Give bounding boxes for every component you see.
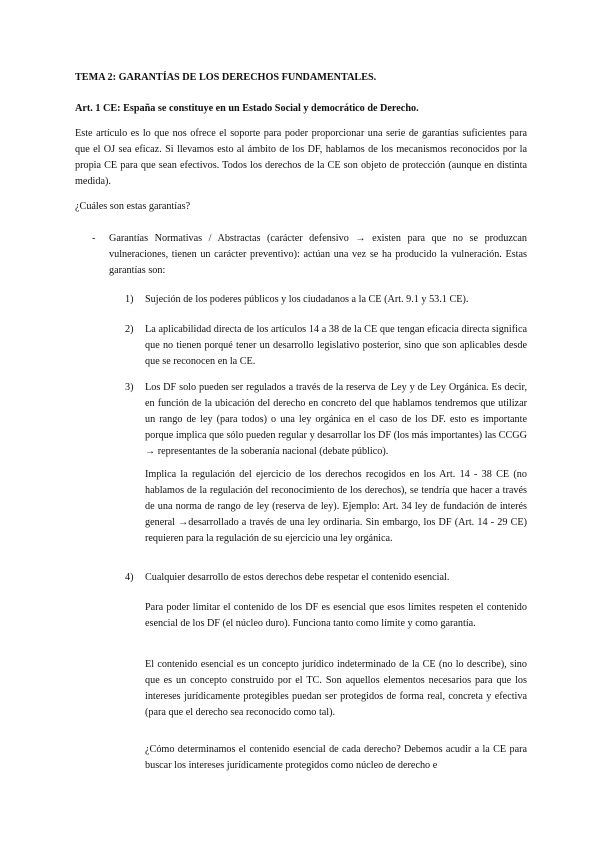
list-item-paragraph: Para poder limitar el contenido de los DF es esencial que esos límites respeten el contenido esencial de los DF (el núcleo duro). Funciona tanto como límite y como garantía. — [145, 602, 527, 629]
list-item-paragraph: La aplicabilidad directa de los artículos 14 a 38 de la CE que tengan eficacia directa significa que no tienen porqué tener un desarrollo legislativo posterior, sino que son aplicables desde que se reconocen en la CE. — [145, 324, 527, 367]
list-item-paragraph: El contenido esencial es un concepto jurídico indeterminado de la CE (no lo describe), sino que es un concepto construido por el TC. Son aquellos elementos necesarios para que los intereses jurídicamente protegibles puedan ser protegidos de forma real, concreta y efectiva (para que el derecho sea reconocido como tal). — [145, 659, 527, 718]
list-item-number: 2) — [125, 324, 134, 335]
list-item-number: 3) — [125, 382, 134, 393]
intro-paragraph: Este artículo es lo que nos ofrece el soporte para poder proporcionar una serie de garantías suficientes para que el OJ sea eficaz. Si llevamos esto al ámbito de los DF, hablamos de los mecanismos reconocidos por la propia CE para que sean efectivos. Todos los derechos de la CE son objeto de protección (aunque en distinta medida). — [75, 128, 527, 187]
list-item-paragraph: Implica la regulación del ejercicio de los derechos recogidos en los Art. 14 - 38 CE (no hablamos de la regulación del reconocimiento de los derechos), se tendría que hacer a través de una norma de rango de ley (reserva de ley). Ejemplo: Art. 34 ley de fundación de interés general →desarrollado a través de una ley ordinaria. Sin embargo, los DF (Art. 14 - 29 CE) requieren para la regulación de su ejercicio una ley orgánica. — [145, 469, 527, 544]
page-title: TEMA 2: GARANTÍAS DE LOS DERECHOS FUNDAMENTALES. — [75, 72, 377, 83]
list-item-paragraph: Sujeción de los poderes públicos y los ciudadanos a la CE (Art. 9.1 y 53.1 CE). — [145, 294, 469, 305]
list-item-number: 4) — [125, 572, 134, 583]
list-item-paragraph: Los DF solo pueden ser regulados a través de la reserva de Ley y de Ley Orgánica. Es decir, en función de la ubicación del derecho en concreto del que hablamos tendremos que utilizar un rango de ley (para todos) o una ley orgánica en el caso de los DF. esto es importante porque implica que sólo pueden regular y desarrollar los DF (los más importantes) las CCGG → representantes de la soberanía nacional (debate público). — [145, 382, 527, 457]
section-heading: Art. 1 CE: España se constituye en un Estado Social y democrático de Derecho. — [75, 103, 419, 114]
list-item-paragraph: Cualquier desarrollo de estos derechos debe respetar el contenido esencial. — [145, 572, 450, 583]
list-item-paragraph: ¿Cómo determinamos el contenido esencial de cada derecho? Debemos acudir a la CE para buscar los intereses jurídicamente protegidos como núcleo de derecho e — [145, 744, 527, 771]
question-text: ¿Cuáles son estas garantías? — [75, 201, 191, 212]
bullet-text: Garantías Normativas / Abstractas (carácter defensivo → existen para que no se produzcan vulneraciones, tienen un carácter preventivo): actúan una vez se ha producido la vulneración. Estas garantías son: — [109, 233, 527, 276]
list-item-number: 1) — [125, 294, 134, 305]
bullet-marker: - — [92, 233, 96, 244]
